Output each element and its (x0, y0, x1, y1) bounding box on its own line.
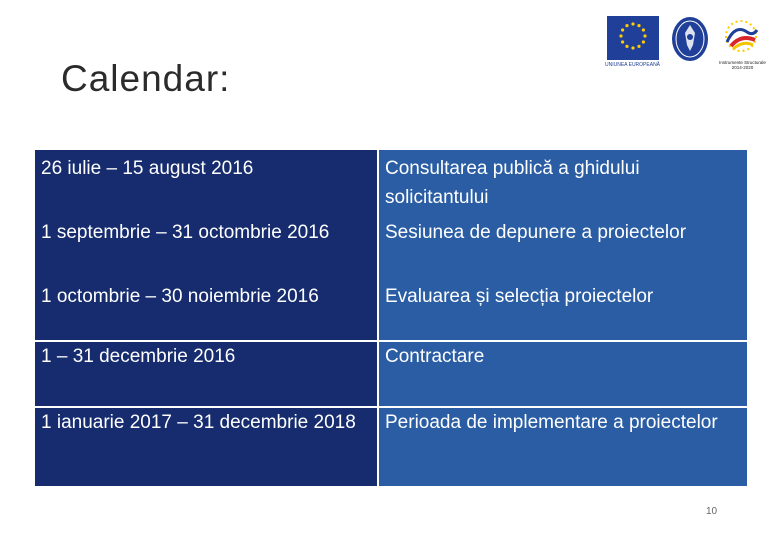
activity-cell: Consultarea publică a ghidului solicitantului (379, 150, 747, 214)
calendar-table (35, 150, 747, 486)
period-cell: 26 iulie – 15 august 2016 (35, 150, 377, 214)
eu-caption: UNIUNEA EUROPEANĂ (605, 62, 661, 68)
period-cell: 1 ianuarie 2017 – 31 decembrie 2018 (35, 408, 377, 486)
period-cell: 1 octombrie – 30 noiembrie 2016 (35, 278, 377, 340)
eu-flag-logo (607, 16, 659, 60)
activity-cell: Sesiunea de depunere a proiectelor (379, 214, 747, 278)
row-divider (35, 406, 747, 408)
period-cell: 1 – 31 decembrie 2016 (35, 342, 377, 406)
row-divider (35, 340, 747, 342)
slide-title: Calendar: (61, 58, 231, 99)
activity-cell: Contractare (379, 342, 747, 406)
logo-strip (605, 12, 770, 70)
activity-cell: Perioada de implementare a proiectelor (379, 408, 747, 486)
period-cell: 1 septembrie – 31 octombrie 2016 (35, 214, 377, 278)
romanian-government-logo (671, 15, 709, 63)
activity-cell: Evaluarea și selecția proiectelor (379, 278, 747, 340)
structural-instruments-logo (717, 12, 765, 60)
programme-caption: Instrumente Structurale 2014-2020 (719, 60, 766, 70)
page-number: 10 (706, 506, 718, 517)
column-divider (377, 150, 379, 486)
